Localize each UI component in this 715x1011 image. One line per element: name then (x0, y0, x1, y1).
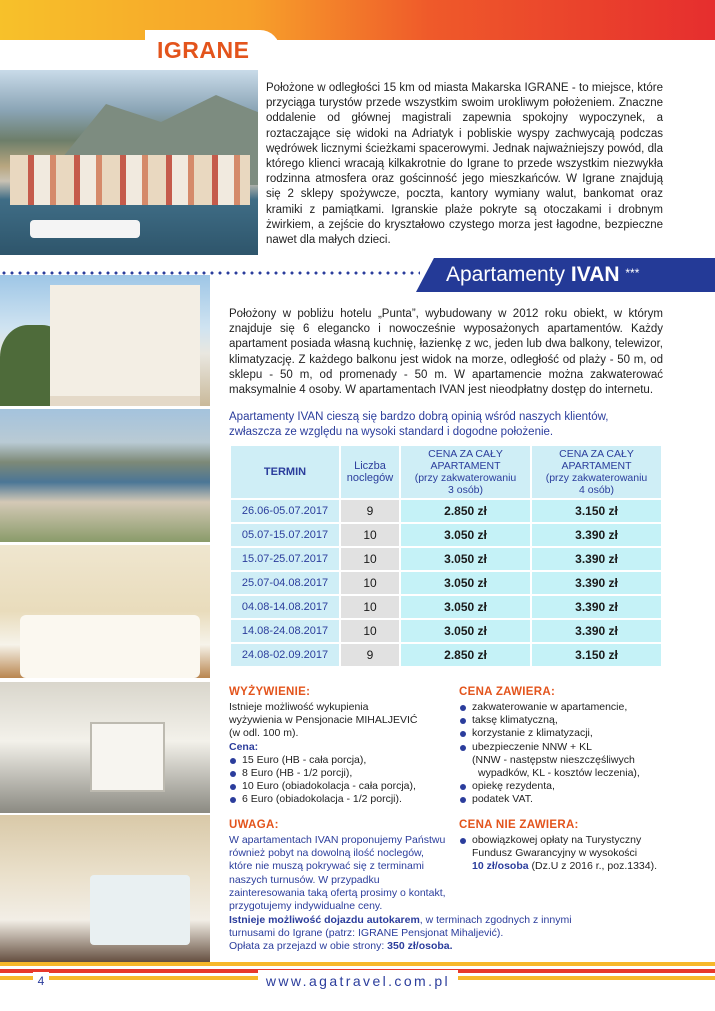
list-item-continuation: (NNW - następstw nieszczęśliwych (472, 753, 635, 766)
header-price4-line2: APARTAMENT (561, 460, 632, 472)
row-price-4: 3.390 zł (532, 596, 661, 618)
balcony-view-photo (0, 409, 210, 542)
header-nights-line1: Liczba (354, 460, 386, 472)
section-title-bold: IVAN (570, 263, 620, 286)
list-item-continuation (459, 860, 679, 873)
cena-nie-zawiera-block (459, 834, 679, 874)
igrane-harbour-photo (0, 70, 258, 255)
row-nights: 10 (341, 548, 399, 570)
header-price3-line4: 3 osób) (447, 484, 484, 496)
website-link[interactable]: www.agatravel.com.pl (258, 970, 458, 992)
cena-zawiera-list (459, 701, 674, 807)
bus-fee-label: Opłata za przejazd w obie strony: (229, 940, 388, 953)
wyzywienie-line1: Istnieje możliwość wykupienia (229, 701, 369, 713)
list-item: 10 Euro (obiadokolacja - cała porcja), (229, 780, 451, 793)
row-date: 14.08-24.08.2017 (231, 620, 339, 642)
list-item: ubezpieczenie NNW + KL (459, 741, 674, 754)
cena-zawiera-title: CENA ZAWIERA: (459, 686, 556, 698)
wyzywienie-title: WYŻYWIENIE: (229, 686, 311, 698)
row-date: 04.08-14.08.2017 (231, 596, 339, 618)
row-price-3: 3.050 zł (401, 524, 530, 546)
row-nights: 10 (341, 524, 399, 546)
uwaga-title: UWAGA: (229, 819, 279, 831)
row-nights: 10 (341, 596, 399, 618)
row-date: 25.07-04.08.2017 (231, 572, 339, 594)
row-price-3: 3.050 zł (401, 548, 530, 570)
building-photo (0, 275, 210, 406)
header-price3-line3: (przy zakwaterowaniu (414, 472, 517, 484)
table-row (231, 524, 661, 546)
fee-legal-ref: (Dz.U z 2016 r., poz.1334). (528, 860, 658, 873)
section-title (446, 260, 639, 290)
ivan-opinion: Apartamenty IVAN cieszą się bardzo dobrą opinią wśród naszych klientów, zwłaszcza ze względu na wysoki standard i dogodne położenie. (229, 411, 609, 439)
row-price-4: 3.390 zł (532, 572, 661, 594)
table-row (231, 500, 661, 522)
wyzywienie-block (229, 701, 451, 807)
row-nights: 9 (341, 500, 399, 522)
header-price-3 (401, 446, 530, 498)
list-item-continuation: Fundusz Gwarancyjny w wysokości (472, 847, 638, 860)
cena-nie-zawiera-list (459, 834, 679, 874)
bus-fee-amount: 350 zł/osoba. (387, 940, 453, 953)
row-nights: 10 (341, 620, 399, 642)
row-price-3: 2.850 zł (401, 500, 530, 522)
uwaga-line: naszych turnusów. W przypadku (229, 873, 380, 886)
list-item: podatek VAT. (459, 793, 674, 806)
header-price3-line2: APARTAMENT (430, 460, 501, 472)
cena-nie-zawiera-title: CENA NIE ZAWIERA: (459, 819, 579, 831)
uwaga-line: zainteresowania taką ofertą prosimy o kontakt, (229, 886, 446, 899)
igrane-description: Położone w odległości 15 km od miasta Makarska IGRANE - to miejsce, które przyciąga turystów przede wszystkim swoim urokliwym położeniem. Znaczne oddalenie od głównej magistrali zapewnia spokojny wypoczynek, a roztaczające się widoki na Adriatyk i pobliskie wyspy zachwycają podczas wędrówek licznymi ścieżkami spacerowymi. Jednak najważniejszy powód, dla którego klienci wracają kilkakrotnie do Igrane to przede wszystkim niezwykła rodzinna atmosfera oraz gościnność jego mieszkańców. W Igrane znajdują się 2 sklepy spożywcze, poczta, kantory wymiany walut, bankomat oraz kramiki z pamiątkami. Igranskie plaże pokryte są otoczakami i drobnym żwirkiem, a zejście do kryształowo czystego morza jest łagodne, bezpieczne nawet dla małych dzieci. (266, 82, 663, 247)
price-table (229, 444, 663, 668)
row-price-4: 3.150 zł (532, 500, 661, 522)
row-date: 24.08-02.09.2017 (231, 644, 339, 666)
ivan-description: Położony w pobliżu hotelu „Punta”, wybudowany w 2012 roku obiekt, w którym znajduje się 6 elegancko i nowocześnie wyposażonych apartamentów. Każdy apartament posiada własną kuchnię, łazienkę z wc, jeden lub dwa balkony, telewizor, klimatyzację. Z każdego balkonu jest widok na morze, odległość od plaży - 50 m, od sklepu - 50 m, od promenady - 50 m. W apartamencie można zakwaterować maksymalnie 4 osoby. W apartamentach IVAN jest nieodpłatny dostęp do internetu. (229, 308, 663, 397)
table-row (231, 572, 661, 594)
header-price4-line1: CENA ZA CAŁY (559, 448, 634, 460)
wyzywienie-cena-label: Cena: (229, 740, 259, 753)
row-price-3: 3.050 zł (401, 572, 530, 594)
table-header-row (231, 446, 661, 498)
list-item: 8 Euro (HB - 1/2 porcji), (229, 767, 451, 780)
header-termin: TERMIN (231, 446, 339, 498)
wyzywienie-list (229, 754, 451, 807)
list-item: taksę klimatyczną, (459, 714, 674, 727)
wyzywienie-line2: wyżywienia w Pensjonacie MIHALJEVIĆ (229, 714, 418, 727)
kitchen-photo (0, 682, 210, 813)
header-price3-line1: CENA ZA CAŁY (428, 448, 503, 460)
row-price-4: 3.390 zł (532, 548, 661, 570)
row-nights: 9 (341, 644, 399, 666)
row-nights: 10 (341, 572, 399, 594)
list-item: korzystanie z klimatyzacji, (459, 727, 674, 740)
cena-zawiera-block (459, 701, 674, 807)
table-row (231, 548, 661, 570)
bedroom-photo (0, 545, 210, 678)
bathroom-photo (0, 815, 210, 965)
section-title-prefix: Apartamenty (446, 263, 571, 286)
page-title: IGRANE (157, 37, 250, 63)
row-price-3: 3.050 zł (401, 620, 530, 642)
list-item: zakwaterowanie w apartamencie, (459, 701, 674, 714)
bus-note-rest: , w terminach zgodnych z innymi (419, 914, 572, 926)
header-band (0, 0, 715, 40)
list-item: 15 Euro (HB - cała porcja), (229, 754, 451, 767)
row-price-3: 3.050 zł (401, 596, 530, 618)
uwaga-line: które nie muszą pokrywać się z terminami (229, 860, 424, 873)
header-price-4 (532, 446, 661, 498)
header-price4-line4: 4 osób) (578, 484, 615, 496)
list-item: 6 Euro (obiadokolacja - 1/2 porcji). (229, 793, 451, 806)
list-item: obowiązkowej opłaty na Turystyczny (459, 834, 679, 847)
fee-amount: 10 zł/osoba (472, 860, 529, 873)
uwaga-block (229, 834, 454, 913)
uwaga-line: W apartamentach IVAN proponujemy Państwu (229, 834, 446, 846)
header-nights-line2: noclegów (346, 472, 394, 484)
list-item: opiekę rezydenta, (459, 780, 674, 793)
row-date: 05.07-15.07.2017 (231, 524, 339, 546)
bus-note-bold: Istnieje możliwość dojazdu autokarem (229, 914, 420, 926)
row-price-3: 2.850 zł (401, 644, 530, 666)
header-price4-line3: (przy zakwaterowaniu (545, 472, 648, 484)
bus-note (229, 914, 669, 954)
table-row (231, 644, 661, 666)
list-item-continuation: wypadków, KL - kosztów leczenia), (478, 767, 640, 780)
table-row (231, 596, 661, 618)
bus-note-line2: turnusami do Igrane (patrz: IGRANE Pensjonat Mihaljević). (229, 927, 504, 940)
row-price-4: 3.150 zł (532, 644, 661, 666)
row-price-4: 3.390 zł (532, 620, 661, 642)
table-row (231, 620, 661, 642)
uwaga-line: przygotujemy indywidualne ceny. (229, 900, 383, 913)
wyzywienie-line3: (w odl. 100 m). (229, 727, 299, 740)
page-number: 4 (33, 972, 49, 990)
header-nights (341, 446, 399, 498)
row-date: 26.06-05.07.2017 (231, 500, 339, 522)
row-date: 15.07-25.07.2017 (231, 548, 339, 570)
uwaga-line: również pobyt na dowolną ilość noclegów, (229, 847, 424, 860)
section-stars: *** (625, 266, 640, 280)
row-price-4: 3.390 zł (532, 524, 661, 546)
